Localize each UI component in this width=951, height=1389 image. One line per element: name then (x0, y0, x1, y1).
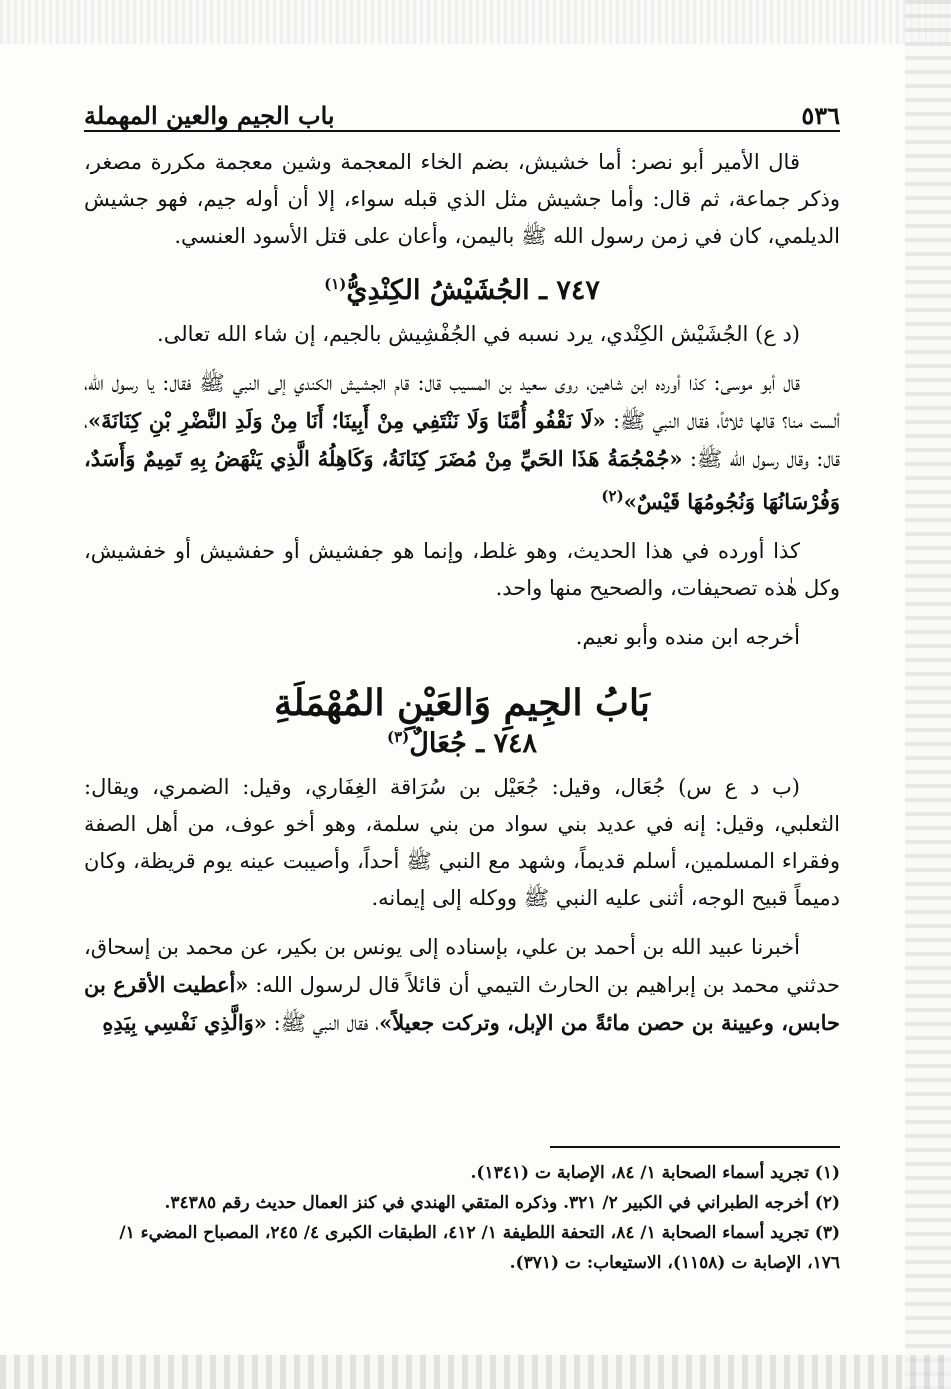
footnote-ref-2: (٢) (601, 487, 624, 505)
main-text (84, 144, 840, 1042)
entry-748-title: ٧٤٨ ـ جُعَالٌ (409, 728, 538, 759)
hadith-quote-3: «وَالَّذِي نَفْسِي بِيَدِهِ (102, 1010, 267, 1035)
entry-748-para2-start: أخبرنا عبيد الله بن أحمد بن علي، بإسناده إلى يونس بن بكير، عن محمد بن إسحاق، حدثني محمد بن إبراهيم بن الحارث التيمي أن قائلاً قال لرسول الله: (84, 935, 841, 997)
footnote-ref-1: (١) (324, 275, 347, 293)
footnote-1: (١) تجريد أسماء الصحابة ١/ ٨٤، الإصابة ت (١٣٤١). (470, 1163, 840, 1183)
footnote-3: (٣) تجريد أسماء الصحابة ١/ ٨٤، التحفة اللطيفة ١/ ٤١٢، الطبقات الكبرى ٤/ ٢٤٥، المصباح المضيء ١/ ١٧٦، الإصابة ت (١١٥٨)، الاستيعاب: ت (٣٧١). (119, 1223, 840, 1273)
footnote-ref-3: (٣) (386, 728, 410, 746)
page-number: ٥٣٦ (801, 101, 840, 130)
entry-748-para2 (84, 929, 840, 1042)
entry-747-para3: كذا أورده في هذا الحديث، وهو غلط، وإنما هو جفشيش أو حفشيش أو خفشيش، وكل هٰذه تصحيفات، والصحيح منها واحد. (84, 539, 840, 600)
entry-747-line1: (د ع) الجُشَيْش الكِنْدي، يرد نسبه في الجُفْشِيش بالجيم، إن شاء الله تعالى. (157, 322, 800, 346)
intro-paragraph: قال الأمير أبو نصر: أما خشيش، بضم الخاء المعجمة وشين معجمة مكررة مصغر، وذكر جماعة، ثم قال: وأما جشيش مثل الذي قبله سواء، إلا أن أوله جيم، فهو جشيش الديلمي، كان في زمن رسول الله ﷺ باليمن، وأعان على قتل الأسود العنسي. (84, 150, 840, 248)
entry-747-heading (84, 275, 840, 306)
entry-748-heading (84, 728, 840, 759)
entry-748-para1: (ب د ع س) جُعَال، وقيل: جُعَيْل بن سُرَاقة الغِفَاري، وقيل: الضمري، ويقال: الثعلبي، وقيل: إنه في عديد بني سواد من بني سلمة، وهو أخو عوف، من أهل الصفة وفقراء المسلمين، أسلم قديماً، وشهد مع النبي ﷺ أحداً، وأصيبت عينه يوم قريظة، وكان دميماً قبيح الوجه، أثنى عليه النبي ﷺ ووكله إلى إيمانه. (84, 775, 840, 910)
entry-747-para2-mid: ، قال: وقال رسول الله ﷺ: (84, 409, 840, 471)
decorative-border-bottom (0, 1355, 951, 1389)
entry-747-para2 (84, 365, 840, 521)
hadith-quote-2: «جُمْجُمَةُ هَذَا الحَيِّ مِنْ مُضَرَ كِنَانَةُ، وَكَاهِلُهُ الَّذِي يَنْهَضُ بِهِ تَمِيمٌ وَأَسَدٌ، وَفُرْسَانُهَا وَنُجُومُهَا قَيْسٌ» (84, 446, 840, 514)
entry-748-para2-mid: ، فقال النبي ﷺ: (273, 1011, 380, 1035)
chapter-title: بَابُ الجِيمِ وَالعَيْنِ المُهْمَلَةِ (274, 682, 650, 724)
decorative-border-right (905, 0, 951, 1389)
page-header (84, 96, 840, 132)
quote-aqra: «أعطيت الأقرع بن حابس، وعيينة بن حصن مائةً من الإبل، وتركت جعيلاً» (84, 972, 840, 1035)
entry-747-para4: أخرجه ابن منده وأبو نعيم. (575, 625, 800, 649)
running-title: باب الجيم والعين المهملة (84, 101, 335, 130)
hadith-quote-1: «لَا نَقْفُو أُمَّنَا وَلَا نَنْتَفِي مِنْ أَبِينَا؛ أَنَا مِنْ وَلَدِ النَّضْرِ بْنِ كِنَانَةَ» (88, 408, 606, 433)
footnote-2: (٢) أخرجه الطبراني في الكبير ٢/ ٣٢١. وذكره المتقي الهندي في كنز العمال حديث رقم ٣٤٣٨٥. (164, 1193, 840, 1213)
footnotes (84, 1146, 840, 1278)
footnote-divider (550, 1146, 840, 1148)
decorative-border-top (0, 0, 951, 44)
entry-747-para2-start: قال أبو موسى: كذا أورده ابن شاهين، روى سعيد بن المسيب قال: قام الجشيش الكندي إلى النبي ﷺ فقال: يا رسول الله، ألست منا؟ قالها ثلاثاً، فقال النبي ﷺ: (84, 371, 840, 433)
entry-747-title: ٧٤٧ ـ الجُشَيْشُ الكِنْدِيُّ (346, 275, 600, 306)
